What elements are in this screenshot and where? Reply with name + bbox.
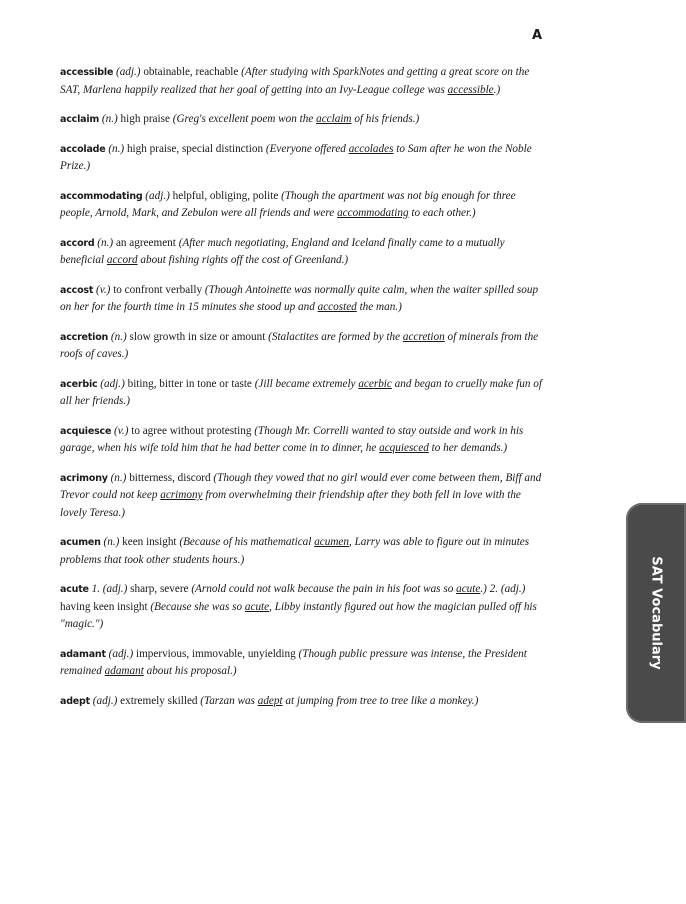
entry-pos: 1. (adj.) <box>91 583 128 595</box>
example-highlight: accommodating <box>337 207 409 219</box>
entry-pos: (n.) <box>108 142 125 155</box>
entry-definition: extremely skilled <box>120 694 198 707</box>
entry-definition: keen insight <box>122 536 177 548</box>
entry-adamant <box>60 646 542 681</box>
entry-definition-2: having keen insight <box>60 600 148 613</box>
example-highlight: acquiesced <box>379 442 429 454</box>
entry-example: (Though Antoinette was normally quite calm, when the waiter spilled soup on her for the fourth time in 15 minutes she stood up and accosted the man.) <box>60 283 539 313</box>
example-highlight: adamant <box>104 665 144 677</box>
entry-pos: (v.) <box>96 283 111 296</box>
entry-acclaim <box>60 111 542 129</box>
entry-word: acquiesce <box>60 425 112 437</box>
entry-pos: (v.) <box>114 424 129 437</box>
entry-example: (Though the apartment was not big enough for three people, Arnold, Mark, and Zebulon were all friends and were accommodating to each other.) <box>60 189 516 219</box>
page-letter: A <box>532 28 543 43</box>
entry-definition: obtainable, reachable <box>143 66 239 78</box>
entry-definition: impervious, immovable, unyielding <box>135 647 296 660</box>
entry-definition: high praise, special distinction <box>126 142 264 155</box>
example-highlight: acrimony <box>160 489 203 501</box>
example-highlight: acclaim <box>316 113 352 125</box>
entry-definition: slow growth in size or amount <box>129 330 266 343</box>
example-highlight: accolades <box>348 142 394 155</box>
entry-definition: bitterness, discord <box>129 471 211 484</box>
entry-word: acumen <box>60 537 101 548</box>
entry-example: (Stalactites are formed by the accretion of minerals from the roofs of caves.) <box>60 330 539 360</box>
entry-pos: (adj.) <box>145 189 170 202</box>
entry-word: accretion <box>60 331 109 343</box>
example-highlight: acumen <box>314 536 349 548</box>
entry-example: (Though Mr. Correlli wanted to stay outside and work in his garage, when his wife told him that he had better come in to dinner, he acquiesced to her demands.) <box>60 424 524 454</box>
entry-pos: (n.) <box>101 113 118 125</box>
entry-example: (Because of his mathematical acumen, Larry was able to figure out in minutes problems that took other students hours.) <box>60 536 530 566</box>
entry-example: (Arnold could not walk because the pain in his foot was so acute.) <box>191 583 487 595</box>
entry-accessible <box>60 64 542 99</box>
entry-pos: (adj.) <box>115 66 141 78</box>
entry-word: acute <box>60 584 89 595</box>
entry-example: (Tarzan was adept at jumping from tree to tree like a monkey.) <box>200 694 479 707</box>
entry-example: (Greg's excellent poem won the acclaim of his friends.) <box>172 113 420 125</box>
vocabulary-list <box>60 64 542 722</box>
entry-example: (Jill became extremely acerbic and began to cruelly make fun of all her friends.) <box>60 377 542 407</box>
entry-accord <box>60 235 542 270</box>
entry-example: (Though they vowed that no girl would ever come between them, Biff and Trevor could not keep acrimony from overwhelming their friendship after they both fell in love with the lovely Teresa.) <box>60 471 542 519</box>
example-highlight: accretion <box>402 330 445 343</box>
entry-example-2: (Because she was so acute, Libby instantly figured out how the magician pulled off his "magic.") <box>60 600 537 630</box>
entry-pos: (adj.) <box>92 694 118 707</box>
entry-word: adept <box>60 695 90 707</box>
entry-definition: an agreement <box>115 236 176 249</box>
example-highlight: accosted <box>317 301 357 313</box>
entry-pos: (n.) <box>110 471 127 484</box>
entry-word: accord <box>60 237 95 249</box>
entry-pos: (n.) <box>110 330 127 343</box>
entry-example: (After much negotiating, England and Iceland finally came to a mutually beneficial accord about fishing rights off the cost of Greenland.) <box>60 236 505 266</box>
entry-word: acerbic <box>60 378 98 390</box>
entry-pos: (adj.) <box>108 647 134 660</box>
entry-example: (Though public pressure was intense, the President remained adamant about his proposal.) <box>60 647 527 677</box>
entry-word: accost <box>60 284 94 296</box>
entry-definition: sharp, severe <box>130 583 189 595</box>
section-tab <box>626 503 686 723</box>
entry-definition: to confront verbally <box>113 283 203 296</box>
entry-pos: (n.) <box>97 236 114 249</box>
example-highlight: adept <box>257 694 283 707</box>
entry-definition: biting, bitter in tone or taste <box>127 377 252 390</box>
entry-pos: (n.) <box>103 536 120 548</box>
entry-pos-2: 2. (adj.) <box>489 583 526 595</box>
entry-accommodating <box>60 188 542 223</box>
entry-definition: to agree without protesting <box>131 424 252 437</box>
section-tab-label: SAT Vocabulary <box>648 556 664 670</box>
entry-acrimony <box>60 470 542 523</box>
example-highlight: acerbic <box>358 377 392 390</box>
entry-accost <box>60 282 542 317</box>
entry-definition: high praise <box>120 113 170 125</box>
entry-adept <box>60 693 542 711</box>
entry-word: accessible <box>60 67 114 78</box>
example-highlight: acute <box>456 583 481 595</box>
entry-example: (After studying with SparkNotes and getting a great score on the SAT, Marlena happily realized that her goal of getting into an Ivy-League college was accessible.) <box>60 66 530 96</box>
entry-word: accommodating <box>60 190 143 202</box>
entry-acquiesce <box>60 423 542 458</box>
entry-example: (Everyone offered accolades to Sam after he won the Noble Prize.) <box>60 142 532 172</box>
entry-accretion <box>60 329 542 364</box>
example-highlight: accord <box>106 254 138 266</box>
example-highlight: acute <box>244 600 270 613</box>
entry-definition: helpful, obliging, polite <box>172 189 279 202</box>
entry-word: adamant <box>60 648 106 660</box>
entry-pos: (adj.) <box>100 377 125 390</box>
entry-acumen <box>60 534 542 569</box>
example-highlight: accessible <box>447 83 494 96</box>
entry-acute <box>60 581 542 634</box>
entry-acerbic <box>60 376 542 411</box>
entry-word: acrimony <box>60 472 108 484</box>
entry-accolade <box>60 141 542 176</box>
entry-word: accolade <box>60 143 106 155</box>
entry-word: acclaim <box>60 114 100 125</box>
